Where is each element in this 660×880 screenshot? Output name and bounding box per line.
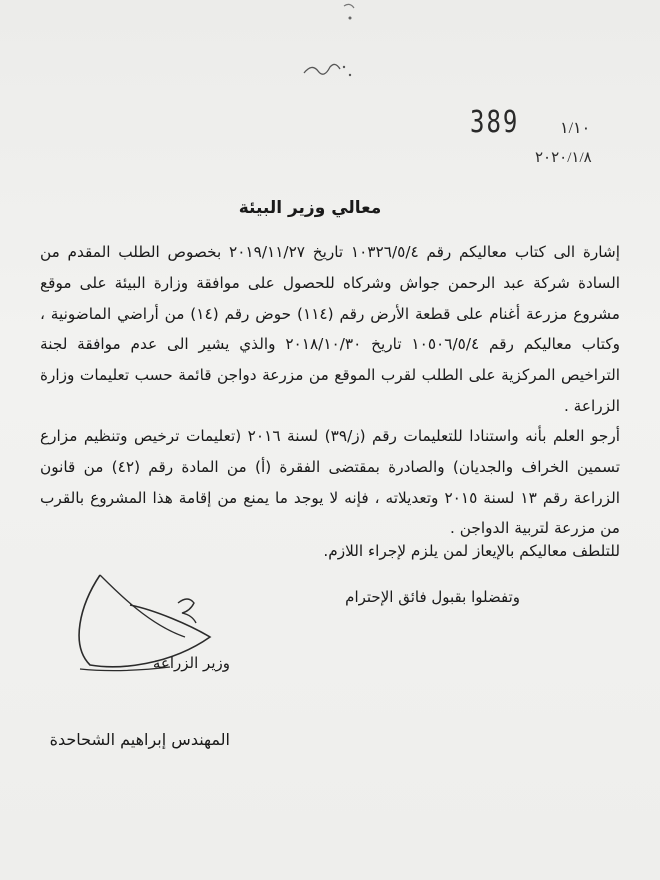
body-paragraph-2: أرجو العلم بأنه واستنادا للتعليمات رقم (ز/٣٩) لسنة ٢٠١٦ (تعليمات ترخيص وتنظيم مزارع تسمين الخراف والجديان) والصادرة بمقتضى الفقرة (أ) من المادة رقم (٤٢) من قانون الزراعة رقم ١٣ لسنة ٢٠١٥ وتعديلاته ، فإنه لا يوجد ما يمنع من إقامة هذا المشروع بالقرب من مزرعة لتربية الدواجن . <box>40 427 621 538</box>
handwritten-scribble <box>300 55 360 85</box>
ink-mark-top <box>330 0 370 30</box>
closing-line: وتفضلوا بقبول فائق الإحترام <box>345 588 520 606</box>
reference-date: ٢٠٢٠/١/٨ <box>535 150 592 166</box>
body-paragraph-1: إشارة الى كتاب معاليكم رقم ١٠٣٢٦/٥/٤ تاريخ ٢٠١٩/١١/٢٧ بخصوص الطلب المقدم من السادة شركة عبد الرحمن جواش وشركاه للحصول على موافقة وزارة البيئة على موقع مشروع مزرعة أغنام على قطعة الأرض رقم (١١٤) حوض رقم (١٤) من أراضي الماضونية ، وكتاب معاليكم رقم ١٠٥٠٦/٥/٤ تاريخ ٢٠١٨/١٠/٣٠ والذي يشير الى عدم موافقة لجنة التراخيص المركزية على الطلب لقرب الموقع من مزرعة دواجن قائمة حسب تعليمات وزارة الزراعة . <box>40 243 620 415</box>
addressee: معالي وزير البيئة <box>238 198 382 218</box>
reference-fraction: ١/١٠ <box>560 120 591 137</box>
reference-number: 389 <box>470 104 520 140</box>
signatory-title: وزير الزراعة <box>152 654 230 672</box>
signatory-name: المهندس إبراهيم الشحاحدة <box>49 730 230 749</box>
body-paragraph-3: للتلطف معاليكم بالإيعاز لمن يلزم لإجراء اللازم. <box>323 542 620 560</box>
